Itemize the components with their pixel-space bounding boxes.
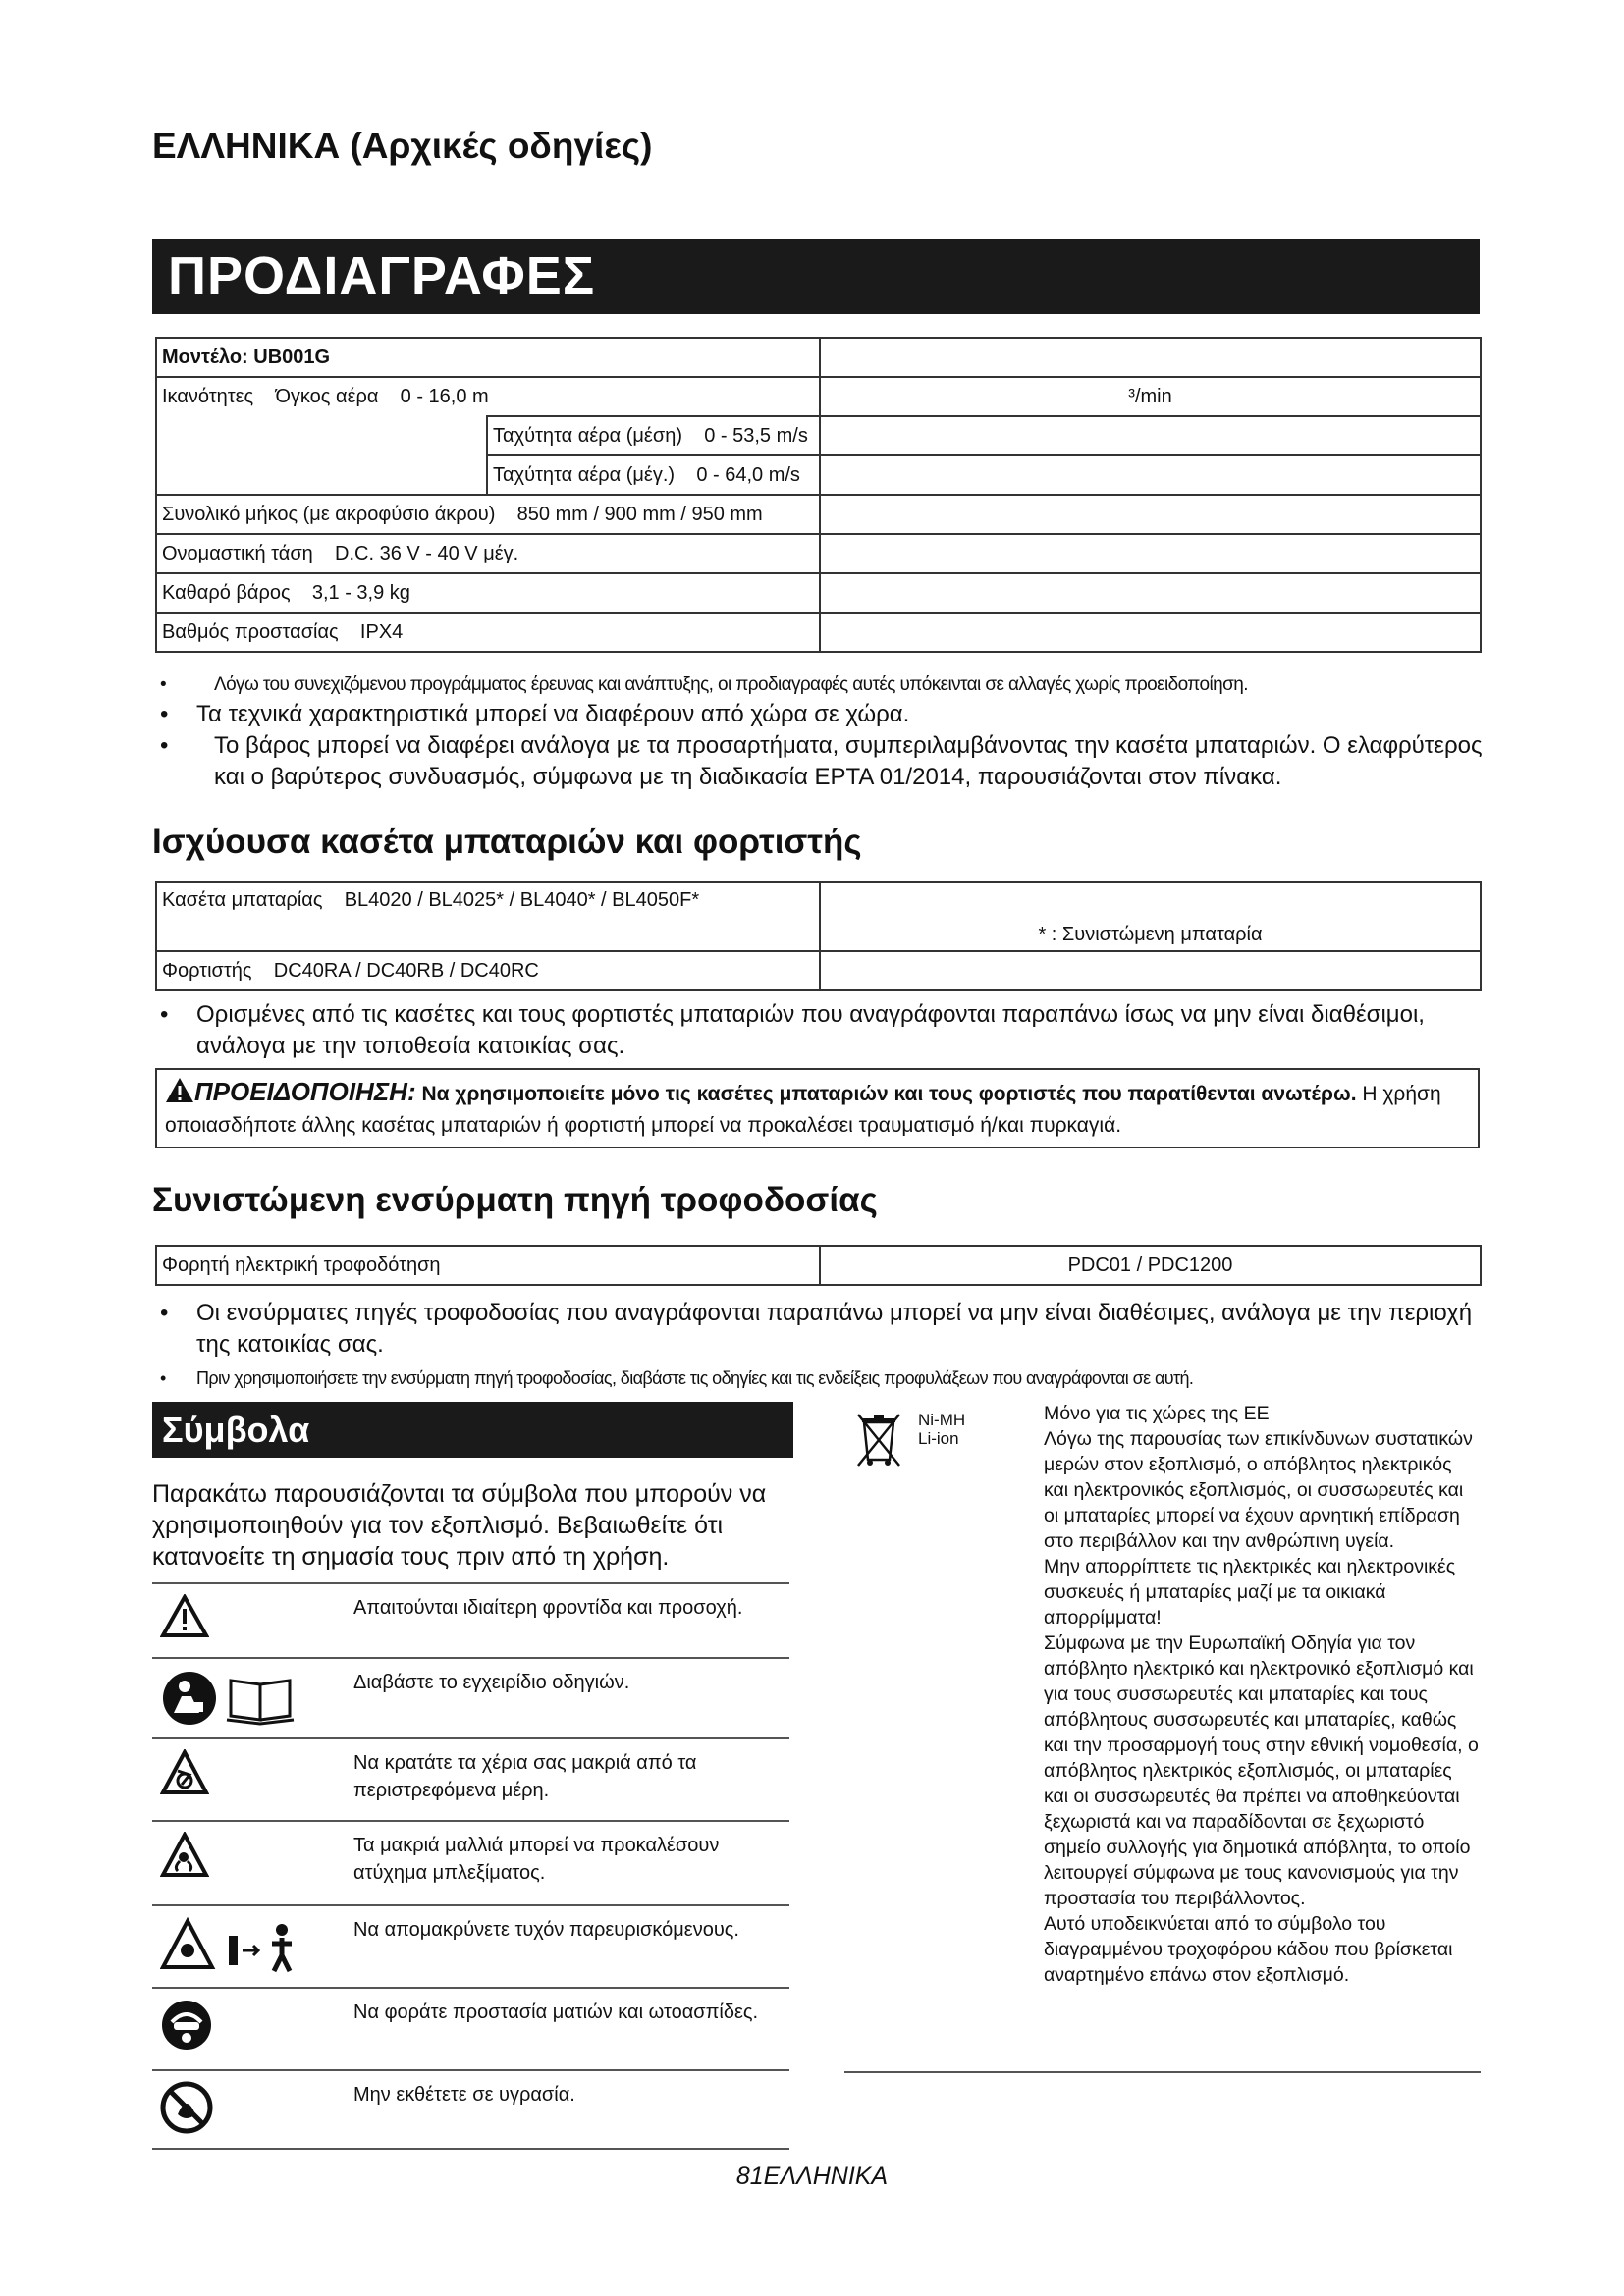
protection-value: IPX4 <box>359 620 404 643</box>
specifications-banner: ΠΡΟΔΙΑΓΡΑΦΕΣ <box>152 239 1480 314</box>
air-speed-avg-label: Ταχύτητα αέρα (μέση) <box>493 424 682 447</box>
net-weight-cell <box>156 573 820 613</box>
symbol-text: Να απομακρύνετε τυχόν παρευρισκόμενους. <box>353 1919 739 1941</box>
air-volume-unit: ³/min <box>1128 385 1172 407</box>
long-hair-icon <box>160 1832 209 1879</box>
cartridge-cell <box>156 882 820 951</box>
air-volume-unit-cell <box>820 377 1481 416</box>
rated-voltage-label: Ονομαστική τάση <box>162 542 313 564</box>
spec-row-air-volume <box>156 377 1481 416</box>
spec-blank-cell <box>820 613 1481 652</box>
list-item: • Τα τεχνικά χαρακτηριστικά μπορεί να διαφέρουν από χώρα σε χώρα. <box>155 699 1483 730</box>
eu-disposal-text <box>1044 1401 1481 1988</box>
spec-blank-cell <box>820 416 1481 455</box>
symbol-row <box>152 2069 789 2150</box>
overall-length-cell <box>156 495 820 534</box>
power-row <box>156 1246 1481 1285</box>
air-speed-max-cell <box>487 455 820 495</box>
spec-row-air-speed-max <box>156 455 1481 495</box>
warning-triangle-icon <box>160 1594 209 1638</box>
list-item: • Το βάρος μπορεί να διαφέρει ανάλογα με τα προσαρτήματα, συμπεριλαμβάνοντας την κασέτα μπαταριών. Ο ελαφρύτερος και ο βαρύτερος συνδυασμός, σύμφωνα με τη διαδικασία EPTA 01/2014, παρουσιάζονται στον πίνακα. <box>155 730 1483 793</box>
charger-label: Φορτιστής <box>162 959 252 982</box>
battery-heading: Ισχύουσα κασέτα μπαταριών και φορτιστής <box>152 823 862 861</box>
symbols-intro: Παρακάτω παρουσιάζονται τα σύμβολα που μπορούν να χρησιμοποιηθούν για τον εξοπλισμό. Βεβαιωθείτε ότι κατανοείτε τη σημασία τους πριν από τη χρήση. <box>152 1480 767 1571</box>
eu-paragraph: Αυτό υποδεικνύεται από το σύμβολο του διαγραμμένου τροχοφόρου κάδου που βρίσκεται αναρτημένο επάνω στον εξοπλισμό. <box>1044 1913 1453 1986</box>
portable-value: PDC01 / PDC1200 <box>820 1246 1481 1285</box>
battery-type-nimh: Ni-MH <box>918 1411 966 1429</box>
battery-row-charger <box>156 951 1481 990</box>
rated-voltage-cell <box>156 534 820 573</box>
symbols-banner: Σύμβολα <box>152 1402 793 1458</box>
cartridge-value: BL4020 / BL4025* / BL4040* / BL4050F* <box>344 889 700 911</box>
page-number: 81ΕΛΛΗΝΙΚΑ <box>735 2163 889 2190</box>
battery-table <box>155 881 1482 991</box>
battery-type-liion: Li-ion <box>918 1429 959 1448</box>
power-notes-list <box>155 1298 1483 1393</box>
warning-lead: Να χρησιμοποιείτε μόνο τις κασέτες μπαταριών και τους φορτιστές που παρατίθενται ανωτέρω. <box>415 1083 1357 1105</box>
capacity-label: Ικανότητες <box>162 385 254 407</box>
protection-cell <box>156 613 820 652</box>
air-speed-max-value: 0 - 64,0 m/s <box>696 463 800 486</box>
spec-blank-cell <box>820 495 1481 534</box>
eu-divider <box>844 2071 1481 2073</box>
spec-row-voltage <box>156 534 1481 573</box>
net-weight-label: Καθαρό βάρος <box>162 581 291 604</box>
spec-blank-cell <box>820 573 1481 613</box>
symbol-row <box>152 1582 789 1657</box>
rotating-parts-icon <box>160 1749 209 1796</box>
no-moisture-icon <box>160 2081 213 2134</box>
charger-value: DC40RA / DC40RB / DC40RC <box>273 959 539 982</box>
eu-paragraph: Μην απορρίπτετε τις ηλεκτρικές και ηλεκτρονικές συσκευές ή μπαταρίες μαζί με τα οικιακά απορρίμματα! <box>1044 1556 1456 1629</box>
spec-blank-cell <box>820 951 1481 990</box>
air-volume-value: 0 - 16,0 m <box>400 385 489 407</box>
air-volume-cell <box>156 377 820 416</box>
symbol-text: Απαιτούνται ιδιαίτερη φροντίδα και προσοχή. <box>353 1597 743 1619</box>
model-label: Μοντέλο: UB001G <box>156 338 820 377</box>
spec-indent-cell <box>156 416 487 455</box>
spec-row-length <box>156 495 1481 534</box>
spec-indent-cell <box>156 455 487 495</box>
read-manual-icon <box>160 1669 298 1728</box>
list-item: • Πριν χρησιμοποιήσετε την ενσύρματη πηγή τροφοδοσίας, διαβάστε τις οδηγίες και τις ενδείξεις προφυλάξεων που αναγράφονται σε αυτή. <box>155 1364 1483 1393</box>
warning-text: Η χρήση οποιασδήποτε άλλης κασέτας μπαταριών ή φορτιστή μπορεί να προκαλέσει τραυματισμό ή/και πυρκαγιά. <box>165 1083 1441 1137</box>
recommended-note: * : Συνιστώμενη μπαταρία <box>1038 924 1263 945</box>
air-speed-max-label: Ταχύτητα αέρα (μέγ.) <box>493 463 676 486</box>
crossed-bin-icon <box>854 1411 903 1468</box>
spec-row-protection <box>156 613 1481 652</box>
symbol-text: Να φοράτε προστασία ματιών και ωτοασπίδες. <box>353 2002 759 2023</box>
keep-bystanders-away-icon <box>160 1916 317 1975</box>
spec-blank-cell <box>820 534 1481 573</box>
symbol-text: Διαβάστε το εγχειρίδιο οδηγιών. <box>353 1672 630 1693</box>
list-item: • Λόγω του συνεχιζόμενου προγράμματος έρευνας και ανάπτυξης, οι προδιαγραφές αυτές υπόκεινται σε αλλαγές χωρίς προειδοποίηση. <box>155 670 1483 699</box>
symbol-text: Μην εκθέτετε σε υγρασία. <box>353 2084 575 2106</box>
warning-box <box>155 1068 1480 1148</box>
air-speed-avg-cell <box>487 416 820 455</box>
battery-type-labels <box>918 1411 965 1448</box>
net-weight-value: 3,1 - 3,9 kg <box>311 581 410 604</box>
symbol-row <box>152 1820 789 1904</box>
eu-title: Μόνο για τις χώρες της ΕΕ <box>1044 1403 1270 1424</box>
symbol-row <box>152 1657 789 1737</box>
symbol-row <box>152 1737 789 1820</box>
symbol-row <box>152 1904 789 1987</box>
charger-cell <box>156 951 820 990</box>
air-speed-avg-value: 0 - 53,5 m/s <box>704 424 808 447</box>
cartridge-label: Κασέτα μπαταρίας <box>162 889 323 911</box>
page-language-title: ΕΛΛΗΝΙΚΑ (Αρχικές οδηγίες) <box>152 126 653 166</box>
rated-voltage-value: D.C. 36 V - 40 V μέγ. <box>335 542 519 564</box>
recommended-cell <box>820 882 1481 951</box>
symbol-text: Να κρατάτε τα χέρια σας μακριά από τα περιστρεφόμενα μέρη. <box>353 1752 697 1801</box>
warning-triangle-icon <box>165 1077 194 1103</box>
overall-length-value: 850 mm / 900 mm / 950 mm <box>516 503 763 525</box>
symbol-row <box>152 1987 789 2069</box>
battery-row-cartridge <box>156 882 1481 951</box>
portable-label: Φορητή ηλεκτρική τροφοδότηση <box>156 1246 820 1285</box>
air-volume-label: Όγκος αέρα <box>275 385 379 407</box>
eu-paragraph: Λόγω της παρουσίας των επικίνδυνων συστατικών μερών στον εξοπλισμό, ο απόβλητος ηλεκτρικός και ηλεκτρονικός εξοπλισμός, οι συσσωρευτές και οι μπαταρίες μπορεί να έχουν αρνητική επίδραση στο περιβάλλον και την ανθρώπινη υγεία. <box>1044 1428 1473 1552</box>
power-table <box>155 1245 1482 1286</box>
spec-blank-cell <box>820 455 1481 495</box>
list-item: • Οι ενσύρματες πηγές τροφοδοσίας που αναγράφονται παραπάνω μπορεί να μην είναι διαθέσιμες, ανάλογα με την περιοχή της κατοικίας σας. <box>155 1298 1483 1361</box>
spec-row-weight <box>156 573 1481 613</box>
warning-heading: ΠΡΟΕΙΔΟΠΟΙΗΣΗ: <box>194 1077 416 1106</box>
overall-length-label: Συνολικό μήκος (με ακροφύσιο άκρου) <box>162 503 496 525</box>
list-item: • Ορισμένες από τις κασέτες και τους φορτιστές μπαταριών που αναγράφονται παραπάνω ίσως να μην είναι διαθέσιμοι, ανάλογα με την τοποθεσία κατοικίας σας. <box>155 999 1483 1062</box>
spec-blank-cell <box>820 338 1481 377</box>
eye-ear-protection-icon <box>160 1999 213 2052</box>
power-heading: Συνιστώμενη ενσύρματη πηγή τροφοδοσίας <box>152 1181 878 1219</box>
eu-paragraph: Σύμφωνα με την Ευρωπαϊκή Οδηγία για τον απόβλητο ηλεκτρικό και ηλεκτρονικό εξοπλισμό και για τους συσσωρευτές και μπαταρίες και τους απόβλητους συσσωρευτές και μπαταρίες, καθώς και την προσαρμογή τους στην εθνική νομοθεσία, ο απόβλητος ηλεκτρικός εξοπλισμός, οι μπαταρίες και οι συσσωρευτές θα πρέπει να αποθηκεύονται ξεχωριστά και να παραδίδονται σε ξεχωριστό σημείο συλλογής για δημοτικά απόβλητα, το οποίο λειτουργεί σύμφωνα με τους κανονισμούς για την προστασία του περιβάλλοντος. <box>1044 1632 1479 1909</box>
battery-notes-list <box>155 999 1483 1062</box>
protection-label: Βαθμός προστασίας <box>162 620 339 643</box>
spec-row-model <box>156 338 1481 377</box>
spec-row-air-speed-avg <box>156 416 1481 455</box>
spec-notes-list <box>155 670 1483 793</box>
symbol-text: Τα μακριά μαλλιά μπορεί να προκαλέσουν ατύχημα μπλεξίματος. <box>353 1835 720 1884</box>
specifications-table <box>155 337 1482 653</box>
